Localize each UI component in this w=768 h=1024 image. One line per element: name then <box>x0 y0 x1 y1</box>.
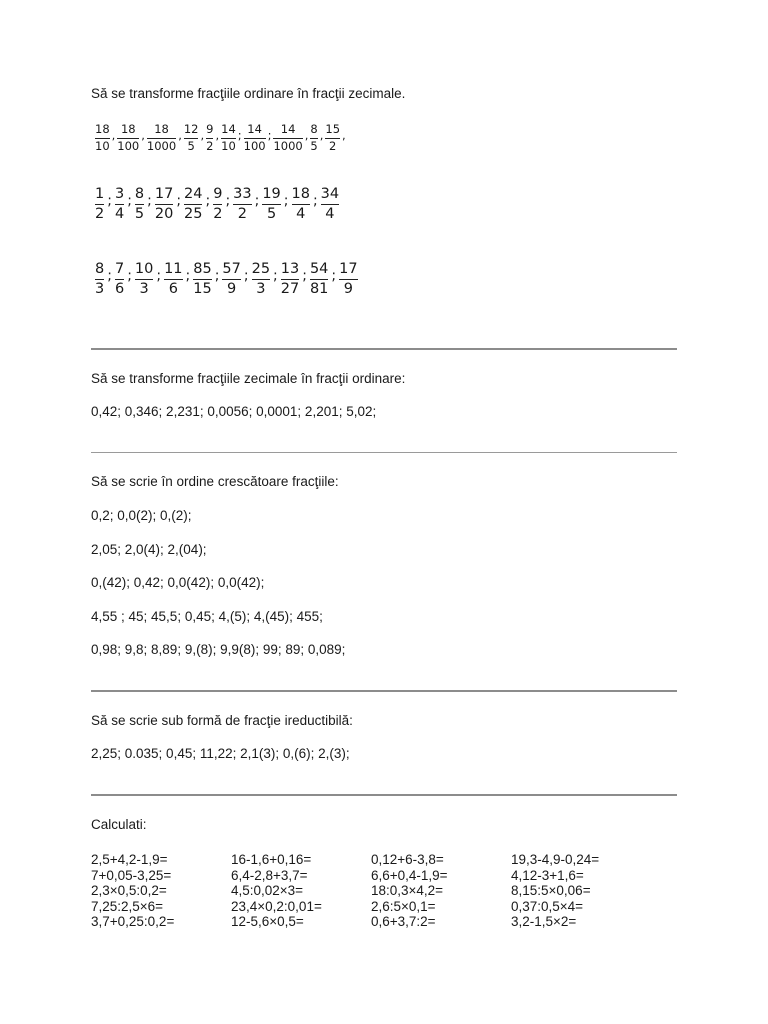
fraction <box>206 124 213 152</box>
numerator: 18 <box>95 122 110 136</box>
fraction-bar <box>155 204 173 205</box>
fraction-bar <box>339 279 357 280</box>
calc-table <box>91 852 651 930</box>
fraction-bar <box>233 204 251 205</box>
separator: ; <box>237 128 242 142</box>
calc-cell: 6,4-2,8+3,7= <box>231 867 308 883</box>
numerator: 25 <box>251 261 271 277</box>
separator: , <box>342 128 346 142</box>
denominator: 1000 <box>146 138 177 153</box>
denominator: 15 <box>193 280 212 297</box>
denominator: 10 <box>95 138 110 153</box>
separator: ; <box>156 268 162 284</box>
numerator: 13 <box>280 261 300 277</box>
calc-cell: 3,2-1,5×2= <box>511 914 577 929</box>
calc-cell: 4,5:0,02×3= <box>231 883 304 898</box>
separator: ; <box>254 193 260 209</box>
numerator: 9 <box>213 186 223 202</box>
divider-2 <box>91 452 677 453</box>
fraction-bar <box>321 204 339 205</box>
fraction <box>115 262 124 296</box>
calc-cell: 4,12-3+1,6= <box>511 867 584 883</box>
numerator: 18 <box>291 186 310 202</box>
separator: ; <box>267 128 272 142</box>
fraction-bar <box>95 279 104 280</box>
numerator: 18 <box>120 122 136 136</box>
numerator: 8 <box>95 261 105 277</box>
denominator: 5 <box>266 205 277 222</box>
section3-line: 0,(42); 0,42; 0,0(42); 0,0(42); <box>91 575 265 590</box>
fraction <box>310 124 317 152</box>
section2-title: Să se transforme fracţiile zecimale în fracţii ordinare: <box>91 371 406 386</box>
calc-row <box>91 852 651 868</box>
fraction-bar <box>115 204 124 205</box>
fraction <box>135 187 144 221</box>
fraction-row-2 <box>95 187 339 221</box>
fraction <box>115 187 124 221</box>
calc-cell: 0,6+3,7:2= <box>371 914 436 929</box>
calc-row <box>91 868 651 884</box>
numerator: 12 <box>183 122 199 136</box>
numerator: 9 <box>206 122 214 136</box>
separator: ; <box>225 193 231 209</box>
separator: , <box>200 128 205 142</box>
fraction <box>292 187 310 221</box>
separator: ; <box>312 193 318 209</box>
section3-line: 0,98; 9,8; 8,89; 9,(8); 9,9(8); 99; 89; 0,089; <box>91 642 346 657</box>
denominator: 5 <box>310 138 318 153</box>
separator: , <box>178 128 182 142</box>
section3-line: 0,2; 0,0(2); 0,(2); <box>91 508 192 523</box>
denominator: 2 <box>95 205 105 222</box>
numerator: 54 <box>309 261 329 277</box>
calc-cell: 0,12+6-3,8= <box>371 852 444 867</box>
separator: , <box>215 128 220 142</box>
calc-cell: 7+0,05-3,25= <box>91 867 172 883</box>
denominator: 3 <box>139 280 149 297</box>
divider-1 <box>91 348 677 350</box>
fraction <box>95 262 104 296</box>
calc-cell: 19,3-4,9-0,24= <box>511 852 600 867</box>
calc-cell: 7,25:2,5×6= <box>91 898 164 914</box>
fraction-bar <box>184 204 202 205</box>
fraction-bar <box>135 279 153 280</box>
denominator: 100 <box>117 138 140 153</box>
fraction-bar <box>193 279 211 280</box>
numerator: 85 <box>193 261 212 277</box>
calc-row <box>91 883 651 899</box>
denominator: 81 <box>309 280 329 297</box>
denominator: 3 <box>95 280 105 297</box>
numerator: 8 <box>310 122 318 136</box>
separator: , <box>141 128 145 142</box>
fraction <box>262 187 280 221</box>
denominator: 9 <box>227 280 237 297</box>
fraction <box>244 124 266 152</box>
denominator: 2 <box>329 138 337 153</box>
denominator: 5 <box>187 138 195 153</box>
fraction <box>213 187 222 221</box>
numerator: 33 <box>233 186 252 202</box>
fraction-bar <box>135 204 144 205</box>
fraction <box>281 262 299 296</box>
calc-cell: 8,15:5×0,06= <box>511 883 591 898</box>
numerator: 14 <box>221 122 236 136</box>
fraction <box>184 187 202 221</box>
fraction <box>117 124 139 152</box>
numerator: 15 <box>325 122 341 136</box>
section4-line: 2,25; 0.035; 0,45; 11,22; 2,1(3); 0,(6); 2,(3); <box>91 746 350 761</box>
fraction <box>221 124 236 152</box>
denominator: 9 <box>343 280 353 297</box>
fraction <box>252 262 270 296</box>
divider-4 <box>91 794 677 796</box>
fraction-bar <box>310 279 328 280</box>
numerator: 3 <box>114 186 125 202</box>
calc-cell: 3,7+0,25:0,2= <box>91 914 175 929</box>
fraction <box>325 124 340 152</box>
section3-line: 4,55 ; 45; 45,5; 0,45; 4,(5); 4,(45); 455; <box>91 609 323 624</box>
fraction-row-1 <box>95 124 348 152</box>
fraction-bar <box>252 279 270 280</box>
fraction <box>95 124 110 152</box>
divider-3 <box>91 690 677 692</box>
denominator: 100 <box>243 138 266 153</box>
separator: , <box>304 128 309 142</box>
numerator: 7 <box>114 261 125 277</box>
fraction <box>321 187 339 221</box>
separator: ; <box>283 193 289 209</box>
section5-title: Calculati: <box>91 817 147 832</box>
numerator: 10 <box>134 261 154 277</box>
fraction <box>193 262 211 296</box>
numerator: 14 <box>247 122 262 136</box>
denominator: 25 <box>184 205 203 222</box>
calc-row <box>91 899 651 915</box>
fraction <box>273 124 302 152</box>
denominator: 2 <box>206 138 214 153</box>
numerator: 8 <box>134 186 145 202</box>
denominator: 2 <box>213 205 223 222</box>
denominator: 10 <box>221 138 236 153</box>
fraction <box>339 262 357 296</box>
calc-row <box>91 914 651 930</box>
fraction <box>95 187 104 221</box>
denominator: 6 <box>168 280 178 297</box>
fraction <box>222 262 240 296</box>
denominator: 4 <box>296 205 306 222</box>
calc-cell: 16-1,6+0,16= <box>231 852 312 867</box>
numerator: 17 <box>339 261 358 277</box>
denominator: 6 <box>114 280 125 297</box>
numerator: 1 <box>95 186 105 202</box>
fraction-bar <box>164 279 182 280</box>
numerator: 34 <box>320 186 340 202</box>
fraction-bar <box>281 279 299 280</box>
separator: ; <box>331 268 337 284</box>
separator: ; <box>176 193 182 209</box>
fraction <box>135 262 153 296</box>
fraction-bar <box>262 204 280 205</box>
separator: ; <box>243 268 249 284</box>
separator: ; <box>107 193 112 209</box>
fraction-bar <box>95 204 104 205</box>
separator: ; <box>302 268 307 284</box>
denominator: 3 <box>256 280 266 297</box>
numerator: 57 <box>222 261 241 277</box>
numerator: 11 <box>164 261 183 277</box>
denominator: 27 <box>280 280 300 297</box>
section1-title: Să se transforme fracţiile ordinare în fracţii zecimale. <box>91 86 406 101</box>
denominator: 1000 <box>273 138 303 153</box>
calc-cell: 2,6:5×0,1= <box>371 898 436 914</box>
separator: ; <box>147 193 152 209</box>
fraction <box>233 187 251 221</box>
separator: , <box>111 128 116 142</box>
calc-cell: 12-5,6×0,5= <box>231 914 304 929</box>
separator: ; <box>127 268 132 284</box>
fraction-bar <box>292 204 310 205</box>
fraction-bar <box>222 279 240 280</box>
numerator: 18 <box>154 122 169 136</box>
fraction <box>155 187 173 221</box>
calc-cell: 2,3×0,5:0,2= <box>91 883 167 898</box>
separator: ; <box>273 268 278 284</box>
calc-cell: 2,5+4,2-1,9= <box>91 852 168 867</box>
fraction <box>164 262 182 296</box>
numerator: 19 <box>262 186 281 202</box>
fraction-bar <box>213 204 222 205</box>
denominator: 4 <box>114 205 125 222</box>
separator: ; <box>127 193 132 209</box>
separator: , <box>319 128 324 142</box>
fraction <box>310 262 328 296</box>
section3-line: 2,05; 2,0(4); 2,(04); <box>91 542 207 557</box>
fraction <box>147 124 176 152</box>
fraction-bar <box>115 279 124 280</box>
numerator: 14 <box>280 122 296 136</box>
separator: ; <box>205 193 211 209</box>
numerator: 17 <box>154 186 174 202</box>
separator: ; <box>214 268 220 284</box>
separator: ; <box>185 268 191 284</box>
section3-title: Să se scrie în ordine crescătoare fracţiile: <box>91 474 339 489</box>
denominator: 20 <box>154 205 174 222</box>
calc-cell: 18:0,3×4,2= <box>371 883 444 898</box>
calc-cell: 0,37:0,5×4= <box>511 898 584 914</box>
numerator: 24 <box>184 186 203 202</box>
calc-cell: 23,4×0,2:0,01= <box>231 898 322 914</box>
fraction-row-3 <box>95 262 358 296</box>
calc-cell: 6,6+0,4-1,9= <box>371 867 448 883</box>
denominator: 5 <box>134 205 145 222</box>
fraction <box>184 124 199 152</box>
section2-line: 0,42; 0,346; 2,231; 0,0056; 0,0001; 2,201; 5,02; <box>91 404 377 419</box>
separator: ; <box>107 268 112 284</box>
denominator: 2 <box>237 205 247 222</box>
section4-title: Să se scrie sub formă de fracţie ireductibilă: <box>91 713 353 728</box>
denominator: 4 <box>325 205 335 222</box>
